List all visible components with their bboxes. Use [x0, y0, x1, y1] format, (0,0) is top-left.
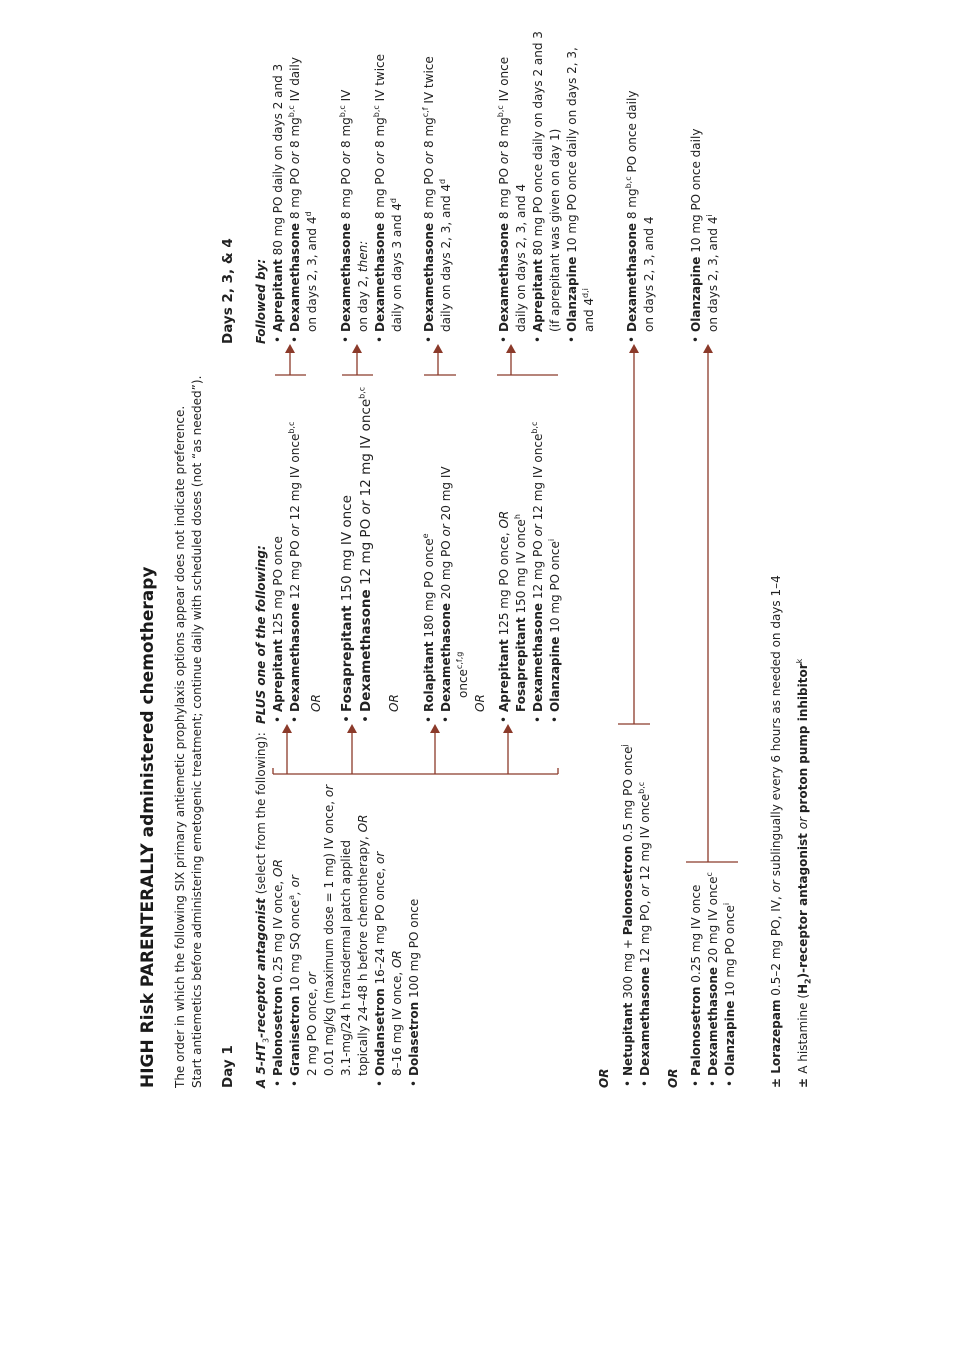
- dose: IV once: [497, 56, 511, 106]
- or-word: OR: [497, 510, 511, 529]
- dose: 10 mg PO once: [548, 541, 562, 637]
- dose: on days 2, 3, and 4: [706, 216, 720, 332]
- drug-name: Olanzapine: [689, 256, 703, 332]
- intro-line-1: The order in which the following SIX primary antiemetic prophylaxis options appear does not indicate preference.: [173, 405, 187, 1088]
- footnote: b,c: [637, 781, 646, 794]
- or-word: or: [373, 151, 387, 165]
- dose: 150 mg IV once: [339, 495, 355, 606]
- dose: IV daily: [288, 57, 302, 106]
- ht3-label-rest: -receptor antagonist: [254, 898, 268, 1038]
- or-word: or: [497, 151, 511, 165]
- drug-name: Dexamethasone: [439, 602, 453, 712]
- page-title: HIGH Risk PARENTERALLY administered chemotherapy: [138, 566, 158, 1088]
- drug-name: Dexamethasone: [288, 602, 302, 712]
- drug-name: Dexamethasone: [706, 966, 720, 1076]
- dose: once: [456, 669, 470, 698]
- dose: 12 mg PO: [288, 536, 302, 603]
- dose: 8 mg PO: [422, 164, 436, 223]
- then-word: then:: [356, 240, 370, 273]
- dose: 10 mg SQ once: [288, 899, 302, 996]
- arrow-f2: [352, 344, 362, 353]
- or-word: or: [339, 151, 353, 165]
- arrow-f6: [703, 344, 713, 353]
- days234-header: Days 2, 3, & 4: [220, 238, 236, 344]
- dose: 12 mg PO: [531, 536, 545, 603]
- line-f5: [618, 350, 650, 724]
- or-word: OR: [356, 814, 370, 833]
- day1-header: Day 1: [220, 1045, 236, 1088]
- dose: 0.25 mg IV once: [689, 884, 703, 987]
- drug-name: Dexamethasone: [638, 966, 652, 1076]
- drug-name: Dexamethasone: [373, 222, 387, 332]
- footnote: b,c: [624, 176, 633, 189]
- dose: daily on days 2, 3, and 4: [514, 183, 528, 332]
- dose: 300 mg +: [621, 935, 635, 1003]
- drug-name: Palonosetron: [689, 986, 703, 1076]
- footnote: c: [705, 872, 714, 877]
- or-word: or: [531, 524, 545, 537]
- drug-name: Fosaprepitant: [339, 605, 355, 712]
- line-f6: [686, 350, 738, 862]
- dose: 12 mg PO,: [638, 896, 652, 967]
- dose: 0.5–2 mg PO, IV,: [769, 892, 783, 1000]
- dose: daily on days 3 and 4: [390, 203, 404, 332]
- dose: 8 mg: [373, 117, 387, 152]
- drug-name: Palonosetron: [621, 845, 635, 936]
- footnote: i: [547, 538, 556, 542]
- dose: 8 mg: [288, 117, 302, 152]
- footnote: i: [705, 214, 714, 217]
- drug-class: )-receptor antagonist: [796, 833, 810, 979]
- arrow-plus1: [282, 724, 292, 733]
- footnote: k: [795, 658, 804, 664]
- drug-name: Olanzapine: [723, 1000, 737, 1076]
- dose: 10 mg PO once daily: [689, 128, 703, 257]
- arrow-plus3: [430, 724, 440, 733]
- footnote: d: [389, 197, 398, 204]
- dose: 8 mg: [339, 117, 353, 152]
- dose: 150 mg IV once: [514, 519, 528, 618]
- ht3-intro-text: (select from the following):: [254, 732, 268, 899]
- or-word: OR: [390, 950, 404, 969]
- dose: 8 mg: [497, 117, 511, 152]
- ht3-sub: 3: [261, 1037, 271, 1043]
- line-f2: [342, 350, 373, 375]
- dose: 125 mg PO once: [271, 536, 285, 640]
- dose: 125 mg PO once,: [497, 528, 511, 640]
- dose: 12 mg IV once: [638, 793, 652, 885]
- drug-class: proton pump inhibitor: [796, 663, 810, 814]
- dose: 8 mg PO: [339, 164, 353, 223]
- arrow-f3: [433, 344, 443, 353]
- dose: 12 mg IV once: [288, 433, 302, 525]
- dose: on day 2,: [356, 272, 370, 332]
- footnote: b,c: [496, 105, 505, 118]
- dose: 8 mg PO: [288, 164, 302, 223]
- or-word: or: [638, 884, 652, 897]
- followed-heading: Followed by:: [254, 258, 268, 344]
- dose: IV: [339, 89, 353, 106]
- dose: 20 mg IV: [439, 466, 453, 525]
- dose: 8 mg: [625, 188, 639, 223]
- dose: on days 2, 3, and 4: [642, 216, 656, 332]
- dose: 0.25 mg IV once,: [271, 876, 285, 987]
- or-word: or: [769, 880, 783, 893]
- footnote: a: [287, 895, 296, 900]
- dose: topically 24–48 h before chemotherapy,: [356, 832, 370, 1076]
- drug-name: Aprepitant: [271, 259, 285, 332]
- arrow-plus4: [503, 724, 513, 733]
- line-f4: [497, 350, 558, 375]
- drug-name: Palonosetron: [271, 986, 285, 1076]
- plus-or-a: OR: [309, 694, 323, 712]
- dose: IV twice: [422, 56, 436, 108]
- line-f1: [275, 350, 306, 375]
- dose: PO once daily: [625, 90, 639, 177]
- footnote: b,c: [338, 105, 347, 118]
- dose: and 4: [582, 297, 596, 332]
- dose: on days 2, 3, and 4: [305, 216, 319, 332]
- drug-name: Dexamethasone: [422, 222, 436, 332]
- footnote: b,c: [287, 105, 296, 118]
- line-f3: [424, 350, 456, 375]
- dose: 8 mg PO: [373, 164, 387, 223]
- olanzapine-or: OR: [666, 1068, 680, 1088]
- drug-name: Lorazepam: [769, 999, 783, 1074]
- footnote: d: [304, 211, 313, 217]
- arrow-plus2: [347, 724, 357, 733]
- dose: (if aprepitant was given on day 1): [548, 128, 562, 332]
- drug-name: Dexamethasone: [288, 222, 302, 332]
- arrow-f5: [629, 344, 639, 353]
- dose: 12 mg PO: [358, 514, 374, 590]
- dose: 8 mg PO: [497, 164, 511, 223]
- or-word: or: [322, 784, 336, 798]
- dose: 20 mg PO: [439, 536, 453, 603]
- plus-minus: ±: [769, 1073, 783, 1088]
- dose: 20 mg IV once: [706, 876, 720, 967]
- dose: 10 mg PO once daily on days 2, 3,: [565, 47, 579, 257]
- ht3-label: A 5-HT: [254, 1042, 268, 1088]
- dose: IV twice: [373, 53, 387, 106]
- drug-name: Netupitant: [621, 1002, 635, 1076]
- drug-name: Dexamethasone: [358, 589, 374, 712]
- drug-name: Aprepitant: [531, 259, 545, 332]
- dose: sublingually every 6 hours as needed on days 1–4: [769, 575, 783, 881]
- text: H: [796, 983, 810, 994]
- drug-name: Dexamethasone: [497, 222, 511, 332]
- footnote: c,f,g: [455, 651, 464, 670]
- plus-minus: ±: [796, 1073, 810, 1088]
- drug-name: Dexamethasone: [625, 222, 639, 332]
- arrow-f1: [285, 344, 295, 353]
- or-word: or: [358, 500, 374, 515]
- footnote: b,c: [287, 421, 296, 434]
- dose: 8–16 mg IV once,: [390, 968, 404, 1076]
- dose: 8 mg: [422, 117, 436, 152]
- plus-or-c: OR: [473, 694, 487, 712]
- dose: 16–24 mg PO once,: [373, 863, 387, 989]
- intro-line-2: Start antiemetics before administering emetogenic treatment; continue daily with scheduled doses (not “as needed”).: [190, 375, 204, 1088]
- arrow-f4: [506, 344, 516, 353]
- bracket-ht3: [273, 768, 558, 774]
- or-word: or: [305, 972, 319, 985]
- netupitant-or: OR: [597, 1068, 611, 1088]
- drug-name: Dexamethasone: [531, 602, 545, 712]
- dose: 3.1-mg/24 h transdermal patch applied: [339, 840, 353, 1076]
- drug-name: Fosaprepitant: [514, 617, 528, 712]
- plus-heading: PLUS one of the following:: [254, 545, 268, 724]
- drug-name: Rolapitant: [422, 641, 436, 712]
- dose: 0.01 mg/kg (maximum dose = 1 mg) IV once,: [322, 797, 336, 1076]
- dose: 0.5 mg PO once: [621, 746, 635, 846]
- plus-or-b: OR: [387, 694, 401, 712]
- drug-name: Dexamethasone: [339, 222, 353, 332]
- drug-name: Ondansetron: [373, 988, 387, 1076]
- drug-name: Olanzapine: [548, 636, 562, 712]
- or-word: or: [439, 524, 453, 537]
- drug-name: Olanzapine: [565, 256, 579, 332]
- or-word: , or: [288, 875, 302, 896]
- dose: 180 mg PO once: [422, 538, 436, 642]
- footnote: b,c: [530, 421, 539, 434]
- footnote: d: [438, 178, 447, 184]
- drug-name: Granisetron: [288, 995, 302, 1076]
- footnote: b,c: [357, 386, 367, 399]
- or-word: or: [288, 151, 302, 165]
- or-word: or: [288, 524, 302, 537]
- dose: 100 mg PO once: [407, 898, 421, 1002]
- footnote: j: [620, 744, 629, 747]
- or-word: or: [796, 813, 810, 834]
- text: A histamine (: [796, 993, 810, 1074]
- or-word: or: [373, 851, 387, 864]
- footnote: h: [513, 514, 522, 520]
- drug-name: Dolasetron: [407, 1001, 421, 1076]
- dose: daily on days 2, 3, and 4: [439, 183, 453, 332]
- drug-name: Aprepitant: [497, 639, 511, 712]
- subscript: 2: [803, 978, 813, 984]
- dose: 10 mg PO once: [723, 905, 737, 1001]
- dose: 2 mg PO once,: [305, 984, 319, 1076]
- dose: 12 mg IV once: [531, 433, 545, 525]
- footnote: b,c: [372, 105, 381, 118]
- or-word: OR: [271, 859, 285, 877]
- dose: 80 mg PO once daily on days 2 and 3: [531, 31, 545, 260]
- drug-name: Aprepitant: [271, 639, 285, 712]
- footnote: d,i: [581, 288, 590, 298]
- footnote: e: [421, 533, 430, 539]
- footnote: i: [722, 902, 731, 906]
- dose: 80 mg PO daily on days 2 and 3: [271, 63, 285, 260]
- footnote: c,f: [421, 107, 430, 118]
- dose: 12 mg IV once: [358, 398, 374, 501]
- or-word: or: [422, 151, 436, 165]
